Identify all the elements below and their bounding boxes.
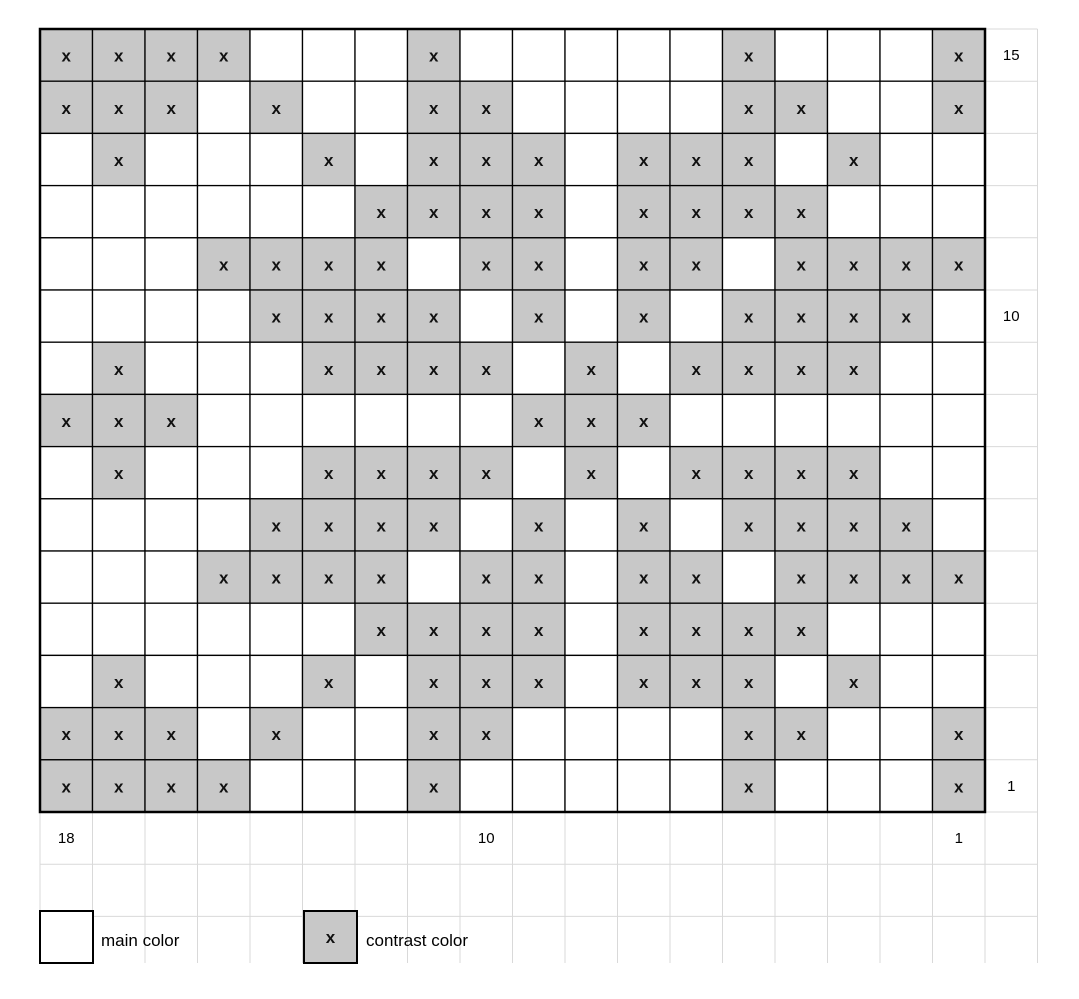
main-cell <box>513 760 566 812</box>
main-cell <box>355 708 408 760</box>
main-cell <box>880 81 933 133</box>
main-cell <box>93 499 146 551</box>
chart-cells <box>40 29 985 812</box>
main-cell <box>145 551 198 603</box>
main-cell <box>198 290 251 342</box>
cell-x-mark: x <box>901 568 911 588</box>
cell-x-mark: x <box>744 203 754 223</box>
cell-x-mark: x <box>534 568 544 588</box>
main-cell <box>303 29 356 81</box>
main-cell <box>880 603 933 655</box>
main-cell <box>933 394 986 446</box>
main-cell <box>828 760 881 812</box>
main-cell <box>565 760 618 812</box>
main-cell <box>198 81 251 133</box>
main-cell <box>670 394 723 446</box>
main-cell <box>618 708 671 760</box>
cell-x-mark: x <box>429 46 439 66</box>
main-cell <box>198 603 251 655</box>
cell-x-mark: x <box>796 359 806 379</box>
main-cell <box>565 499 618 551</box>
cell-x-mark: x <box>429 725 439 745</box>
cell-x-mark: x <box>586 412 596 431</box>
cell-x-mark: x <box>796 307 806 327</box>
cell-x-mark: x <box>849 359 859 379</box>
cell-x-mark: x <box>849 151 859 170</box>
main-cell <box>40 551 93 603</box>
cell-x-mark: x <box>691 151 701 170</box>
main-cell <box>565 81 618 133</box>
main-cell <box>880 394 933 446</box>
main-cell <box>565 708 618 760</box>
cell-x-mark: x <box>639 151 649 170</box>
cell-x-mark: x <box>166 46 176 66</box>
main-cell <box>880 708 933 760</box>
main-cell <box>460 760 513 812</box>
cell-x-mark: x <box>744 359 754 379</box>
cell-x-mark: x <box>166 412 176 431</box>
cell-x-mark: x <box>639 203 649 223</box>
cell-x-mark: x <box>429 151 439 170</box>
cell-x-mark: x <box>61 98 71 118</box>
cell-x-mark: x <box>534 516 544 536</box>
main-cell <box>565 655 618 707</box>
main-cell <box>828 394 881 446</box>
cell-x-mark: x <box>691 568 701 588</box>
main-cell <box>670 290 723 342</box>
cell-x-mark: x <box>481 568 491 588</box>
main-cell <box>40 447 93 499</box>
cell-x-mark: x <box>691 673 701 692</box>
legend-contrast-label: contrast color <box>366 931 469 950</box>
cell-x-mark: x <box>114 673 124 692</box>
main-cell <box>303 708 356 760</box>
cell-x-mark: x <box>429 307 439 327</box>
cell-x-mark: x <box>166 98 176 118</box>
cell-x-mark: x <box>744 516 754 536</box>
main-cell <box>250 342 303 394</box>
main-cell <box>880 760 933 812</box>
cell-x-mark: x <box>796 725 806 745</box>
main-cell <box>303 81 356 133</box>
main-cell <box>250 655 303 707</box>
main-cell <box>565 186 618 238</box>
cell-x-mark: x <box>796 568 806 588</box>
main-cell <box>303 394 356 446</box>
main-cell <box>460 499 513 551</box>
row-label: 15 <box>1002 47 1020 65</box>
main-cell <box>618 29 671 81</box>
cell-x-mark: x <box>849 307 859 327</box>
main-cell <box>933 290 986 342</box>
main-cell <box>198 447 251 499</box>
cell-x-mark: x <box>114 151 124 170</box>
cell-x-mark: x <box>534 255 544 275</box>
cell-x-mark: x <box>114 412 124 431</box>
cell-x-mark: x <box>376 620 386 640</box>
cell-x-mark: x <box>324 516 334 536</box>
column-label: 18 <box>57 830 75 848</box>
cell-x-mark: x <box>744 151 754 170</box>
main-cell <box>828 29 881 81</box>
main-cell <box>355 394 408 446</box>
cell-x-mark: x <box>219 568 229 588</box>
cell-x-mark: x <box>429 620 439 640</box>
main-cell <box>40 238 93 290</box>
main-cell <box>460 290 513 342</box>
main-cell <box>723 394 776 446</box>
main-cell <box>670 29 723 81</box>
cell-x-mark: x <box>481 98 491 118</box>
cell-x-mark: x <box>954 255 964 275</box>
cell-x-mark: x <box>954 725 964 745</box>
main-cell <box>565 133 618 185</box>
cell-x-mark: x <box>61 777 71 797</box>
cell-x-mark: x <box>481 620 491 640</box>
main-cell <box>565 290 618 342</box>
cell-x-mark: x <box>376 255 386 275</box>
row-label: 1 <box>1007 777 1016 795</box>
main-cell <box>828 81 881 133</box>
cell-x-mark: x <box>481 359 491 379</box>
main-cell <box>93 238 146 290</box>
main-cell <box>355 760 408 812</box>
cell-x-mark: x <box>901 307 911 327</box>
main-cell <box>513 708 566 760</box>
cell-x-mark: x <box>376 307 386 327</box>
cell-x-mark: x <box>691 464 701 484</box>
main-cell <box>460 394 513 446</box>
main-cell <box>40 342 93 394</box>
main-cell <box>40 603 93 655</box>
cell-x-mark: x <box>796 203 806 223</box>
cell-x-mark: x <box>376 203 386 223</box>
cell-x-mark: x <box>744 46 754 66</box>
main-cell <box>40 290 93 342</box>
main-cell <box>198 655 251 707</box>
cell-x-mark: x <box>796 620 806 640</box>
main-cell <box>198 186 251 238</box>
main-cell <box>933 603 986 655</box>
cell-x-mark: x <box>481 464 491 484</box>
cell-x-mark: x <box>639 673 649 692</box>
main-cell <box>93 603 146 655</box>
main-cell <box>933 133 986 185</box>
main-cell <box>933 186 986 238</box>
cell-x-mark: x <box>429 673 439 692</box>
cell-x-mark: x <box>744 777 754 797</box>
cell-x-mark: x <box>114 359 124 379</box>
main-cell <box>933 342 986 394</box>
main-cell <box>880 133 933 185</box>
main-cell <box>513 29 566 81</box>
main-cell <box>775 394 828 446</box>
main-cell <box>198 499 251 551</box>
main-cell <box>460 29 513 81</box>
cell-x-mark: x <box>796 255 806 275</box>
main-cell <box>355 655 408 707</box>
row-number-labels <box>1003 47 1020 795</box>
main-cell <box>880 342 933 394</box>
cell-x-mark: x <box>324 359 334 379</box>
cell-x-mark: x <box>324 673 334 692</box>
main-cell <box>880 29 933 81</box>
main-cell <box>723 238 776 290</box>
main-cell <box>145 186 198 238</box>
cell-x-mark: x <box>376 464 386 484</box>
main-cell <box>40 133 93 185</box>
cell-x-mark: x <box>324 568 334 588</box>
main-cell <box>355 133 408 185</box>
main-cell <box>408 394 461 446</box>
cell-x-mark: x <box>849 516 859 536</box>
main-cell <box>145 290 198 342</box>
main-cell <box>250 186 303 238</box>
cell-x-mark: x <box>429 98 439 118</box>
legend-main-swatch <box>40 911 93 963</box>
cell-x-mark: x <box>954 777 964 797</box>
cell-x-mark: x <box>639 412 649 431</box>
cell-x-mark: x <box>639 255 649 275</box>
main-cell <box>618 81 671 133</box>
legend-contrast-symbol: x <box>325 928 336 947</box>
main-cell <box>303 760 356 812</box>
main-cell <box>198 708 251 760</box>
cell-x-mark: x <box>849 568 859 588</box>
cell-x-mark: x <box>796 98 806 118</box>
cell-x-mark: x <box>954 568 964 588</box>
main-cell <box>40 186 93 238</box>
main-cell <box>355 29 408 81</box>
main-cell <box>828 708 881 760</box>
main-cell <box>723 551 776 603</box>
main-cell <box>145 655 198 707</box>
cell-x-mark: x <box>271 516 281 536</box>
cell-x-mark: x <box>586 464 596 484</box>
main-cell <box>145 238 198 290</box>
cell-x-mark: x <box>61 412 71 431</box>
legend-main-label: main color <box>101 931 180 950</box>
cell-x-mark: x <box>271 725 281 745</box>
cell-x-mark: x <box>691 255 701 275</box>
cell-x-mark: x <box>849 464 859 484</box>
cell-x-mark: x <box>219 777 229 797</box>
cell-x-mark: x <box>534 620 544 640</box>
cell-x-mark: x <box>114 46 124 66</box>
main-cell <box>670 81 723 133</box>
cell-x-mark: x <box>534 307 544 327</box>
cell-x-mark: x <box>481 203 491 223</box>
main-cell <box>198 133 251 185</box>
cell-x-mark: x <box>429 203 439 223</box>
main-cell <box>775 655 828 707</box>
cell-x-mark: x <box>849 255 859 275</box>
legend <box>40 911 468 963</box>
main-cell <box>145 603 198 655</box>
cell-x-mark: x <box>114 464 124 484</box>
main-cell <box>565 551 618 603</box>
main-cell <box>513 447 566 499</box>
main-cell <box>198 342 251 394</box>
cell-x-mark: x <box>534 673 544 692</box>
main-cell <box>250 603 303 655</box>
main-cell <box>618 447 671 499</box>
main-cell <box>775 29 828 81</box>
cell-x-mark: x <box>271 568 281 588</box>
main-cell <box>618 342 671 394</box>
cell-x-mark: x <box>429 777 439 797</box>
main-cell <box>408 551 461 603</box>
main-cell <box>775 760 828 812</box>
cell-x-mark: x <box>954 98 964 118</box>
cell-x-mark: x <box>61 725 71 745</box>
cell-x-mark: x <box>639 307 649 327</box>
main-cell <box>93 186 146 238</box>
cell-x-mark: x <box>796 464 806 484</box>
main-cell <box>198 394 251 446</box>
cell-x-mark: x <box>744 725 754 745</box>
main-cell <box>670 760 723 812</box>
cell-x-mark: x <box>429 516 439 536</box>
main-cell <box>828 186 881 238</box>
cell-x-mark: x <box>744 464 754 484</box>
cell-x-mark: x <box>481 255 491 275</box>
cell-x-mark: x <box>114 777 124 797</box>
main-cell <box>250 29 303 81</box>
main-cell <box>93 551 146 603</box>
main-cell <box>250 394 303 446</box>
cell-x-mark: x <box>324 255 334 275</box>
cell-x-mark: x <box>324 151 334 170</box>
main-cell <box>618 760 671 812</box>
main-cell <box>670 708 723 760</box>
cell-x-mark: x <box>744 307 754 327</box>
cell-x-mark: x <box>376 359 386 379</box>
main-cell <box>408 238 461 290</box>
cell-x-mark: x <box>849 673 859 692</box>
main-cell <box>40 499 93 551</box>
cell-x-mark: x <box>744 673 754 692</box>
main-cell <box>565 603 618 655</box>
column-label: 1 <box>954 830 963 848</box>
cell-x-mark: x <box>534 412 544 431</box>
cell-x-mark: x <box>744 98 754 118</box>
main-cell <box>565 29 618 81</box>
cell-x-mark: x <box>429 464 439 484</box>
cell-x-mark: x <box>376 568 386 588</box>
cell-x-mark: x <box>61 46 71 66</box>
main-cell <box>145 133 198 185</box>
cell-x-mark: x <box>324 464 334 484</box>
row-label: 10 <box>1002 308 1020 326</box>
cell-x-mark: x <box>534 151 544 170</box>
cell-x-mark: x <box>324 307 334 327</box>
main-cell <box>880 447 933 499</box>
cell-x-mark: x <box>271 255 281 275</box>
cell-x-mark: x <box>376 516 386 536</box>
cell-x-mark: x <box>639 620 649 640</box>
cell-x-mark: x <box>586 359 596 379</box>
main-cell <box>880 186 933 238</box>
cell-x-mark: x <box>691 620 701 640</box>
main-cell <box>880 655 933 707</box>
cell-x-mark: x <box>901 255 911 275</box>
column-label: 10 <box>477 830 495 848</box>
cell-x-mark: x <box>166 725 176 745</box>
main-cell <box>775 133 828 185</box>
main-cell <box>933 447 986 499</box>
main-cell <box>565 238 618 290</box>
main-cell <box>145 499 198 551</box>
cell-x-mark: x <box>639 516 649 536</box>
cell-x-mark: x <box>796 516 806 536</box>
cell-x-mark: x <box>691 203 701 223</box>
cell-x-mark: x <box>271 98 281 118</box>
main-cell <box>145 342 198 394</box>
cell-x-mark: x <box>481 725 491 745</box>
main-cell <box>250 447 303 499</box>
main-cell <box>303 186 356 238</box>
main-cell <box>355 81 408 133</box>
cell-x-mark: x <box>219 255 229 275</box>
cell-x-mark: x <box>744 620 754 640</box>
main-cell <box>513 81 566 133</box>
main-cell <box>250 133 303 185</box>
main-cell <box>145 447 198 499</box>
cell-x-mark: x <box>481 151 491 170</box>
cell-x-mark: x <box>954 46 964 66</box>
cell-x-mark: x <box>219 46 229 66</box>
cell-x-mark: x <box>639 568 649 588</box>
cell-x-mark: x <box>114 98 124 118</box>
cell-x-mark: x <box>429 359 439 379</box>
cell-x-mark: x <box>271 307 281 327</box>
cell-x-mark: x <box>114 725 124 745</box>
cell-x-mark: x <box>534 203 544 223</box>
main-cell <box>513 342 566 394</box>
main-cell <box>303 603 356 655</box>
main-cell <box>933 655 986 707</box>
cell-x-mark: x <box>901 516 911 536</box>
main-cell <box>93 290 146 342</box>
cell-x-mark: x <box>166 777 176 797</box>
cell-x-mark: x <box>691 359 701 379</box>
main-cell <box>40 655 93 707</box>
main-cell <box>250 760 303 812</box>
cell-x-mark: x <box>481 673 491 692</box>
main-cell <box>670 499 723 551</box>
main-cell <box>828 603 881 655</box>
main-cell <box>933 499 986 551</box>
